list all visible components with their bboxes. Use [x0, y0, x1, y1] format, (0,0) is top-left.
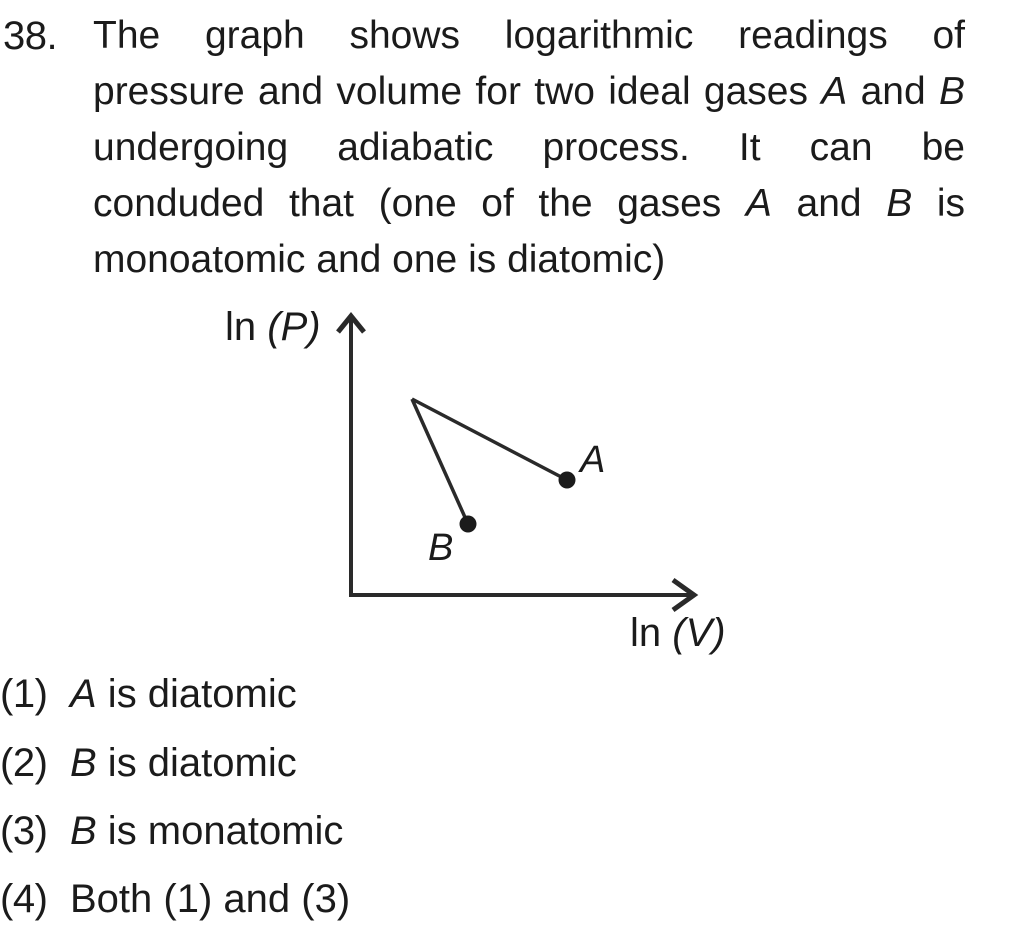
option-4-number: (4)	[0, 877, 48, 921]
y-axis-label: ln (P)	[225, 305, 321, 349]
question-line: undergoing adiabatic process. It can be	[93, 126, 965, 169]
point-a-dot	[559, 472, 576, 489]
option-3	[0, 807, 343, 855]
question-line: monoatomic and one is diatomic)	[93, 238, 666, 281]
option-1	[0, 670, 297, 718]
question-line: The graph shows logarithmic readings of	[93, 14, 965, 57]
option-3-number: (3)	[0, 809, 48, 853]
option-4-text: Both (1) and (3)	[70, 877, 351, 921]
question-number: 38.	[3, 14, 58, 58]
option-2	[0, 739, 297, 787]
option-1-text: A is diatomic	[70, 672, 297, 716]
point-b-dot	[460, 516, 477, 533]
option-2-text: B is diatomic	[70, 741, 297, 785]
x-axis-label: ln (V)	[630, 611, 726, 655]
option-4	[0, 875, 350, 923]
question-line: pressure and volume for two ideal gases A and B	[93, 70, 965, 113]
adiabat-line-b	[412, 399, 468, 524]
graph-canvas	[205, 290, 735, 665]
option-2-number: (2)	[0, 741, 48, 785]
point-b-label: B	[428, 527, 454, 569]
question-line: conduded that (one of the gases A and B is	[93, 182, 966, 225]
question-text	[93, 8, 965, 288]
adiabat-line-a	[412, 399, 567, 480]
point-a-label: A	[580, 439, 606, 481]
option-1-number: (1)	[0, 672, 48, 716]
option-3-text: B is monatomic	[70, 809, 344, 853]
ln-p-vs-ln-v-graph	[205, 290, 735, 665]
